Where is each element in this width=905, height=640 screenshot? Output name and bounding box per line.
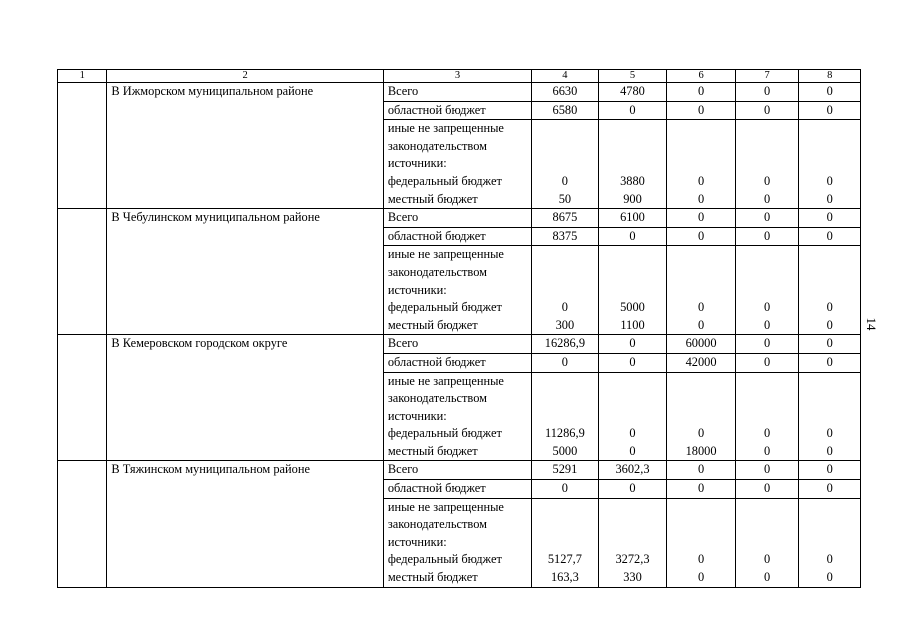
value-cell: 0 — [799, 101, 861, 120]
label-line: иные не запрещенные — [387, 247, 504, 262]
value-cell: 0 — [532, 353, 599, 372]
value-cell: 0 — [735, 83, 799, 102]
local-value: 0 — [764, 570, 771, 585]
column-number-row — [58, 70, 861, 83]
value-cell: 0 — [799, 335, 861, 354]
value-cell: 4780 — [598, 83, 667, 102]
local-value: 0 — [697, 570, 705, 585]
table-row — [58, 209, 861, 228]
local-value: 300 — [555, 317, 575, 332]
local-value: 0 — [697, 191, 705, 206]
value-cell: 5291 — [532, 461, 599, 480]
column-header: 3 — [383, 70, 531, 83]
value-cell — [667, 498, 736, 587]
value-cell: 0 — [598, 335, 667, 354]
value-cell: 0 — [799, 209, 861, 228]
label-line: источники: — [387, 408, 447, 423]
area-name-cell: В Тяжинском муниципальном районе — [107, 461, 383, 587]
budget-label-cell: Всего — [383, 335, 531, 354]
local-value: 1100 — [620, 317, 645, 332]
table-row — [58, 335, 861, 354]
value-cell: 0 — [799, 353, 861, 372]
value-cell: 8375 — [532, 227, 599, 246]
value-cell — [598, 372, 667, 461]
column-header: 4 — [532, 70, 599, 83]
value-cell — [735, 120, 799, 209]
budget-label-cell: областной бюджет — [383, 227, 531, 246]
budget-table — [57, 69, 861, 588]
label-line: источники: — [387, 282, 447, 297]
value-cell: 16286,9 — [532, 335, 599, 354]
value-cell: 0 — [532, 480, 599, 499]
federal-value: 0 — [826, 300, 833, 315]
value-cell: 0 — [735, 353, 799, 372]
value-cell — [735, 498, 799, 587]
value-cell: 0 — [667, 209, 736, 228]
row-index-cell — [58, 209, 107, 335]
row-index-cell — [58, 461, 107, 587]
federal-value: 0 — [764, 552, 771, 567]
label-line: местный бюджет — [387, 570, 478, 585]
federal-value: 5000 — [620, 300, 645, 315]
table-row — [58, 83, 861, 102]
local-value: 0 — [826, 317, 833, 332]
page-number: 14 — [864, 317, 879, 331]
local-value: 5000 — [552, 443, 578, 458]
federal-value: 0 — [697, 300, 705, 315]
table-row — [58, 461, 861, 480]
label-line: местный бюджет — [387, 317, 478, 332]
value-cell: 0 — [799, 480, 861, 499]
value-cell: 0 — [799, 227, 861, 246]
value-cell: 6630 — [532, 83, 599, 102]
label-line: местный бюджет — [387, 443, 478, 458]
federal-value: 0 — [697, 426, 705, 441]
value-cell: 0 — [667, 101, 736, 120]
local-value: 18000 — [685, 443, 717, 458]
federal-value: 0 — [764, 173, 771, 188]
value-cell: 0 — [735, 227, 799, 246]
federal-value: 5127,7 — [547, 552, 582, 567]
value-cell: 0 — [598, 101, 667, 120]
label-line: иные не запрещенные — [387, 121, 504, 136]
local-value: 330 — [623, 570, 642, 585]
column-header: 1 — [58, 70, 107, 83]
budget-label-cell: областной бюджет — [383, 353, 531, 372]
local-value: 163,3 — [550, 570, 579, 585]
value-cell: 0 — [735, 480, 799, 499]
other-sources-label-cell — [383, 498, 531, 587]
value-cell — [799, 372, 861, 461]
federal-value: 0 — [697, 552, 705, 567]
value-cell: 42000 — [667, 353, 736, 372]
federal-value: 11286,9 — [544, 426, 585, 441]
label-line: иные не запрещенные — [387, 499, 504, 514]
label-line: законодательством — [387, 264, 487, 279]
value-cell: 0 — [799, 461, 861, 480]
federal-value: 0 — [561, 300, 568, 315]
column-header: 6 — [667, 70, 736, 83]
federal-value: 3880 — [620, 173, 645, 188]
label-line: федеральный бюджет — [387, 552, 502, 567]
label-line: законодательством — [387, 517, 487, 532]
other-sources-label-cell — [383, 372, 531, 461]
value-cell: 0 — [598, 480, 667, 499]
federal-value: 0 — [764, 300, 771, 315]
budget-label-cell: Всего — [383, 83, 531, 102]
value-cell: 0 — [735, 461, 799, 480]
federal-value: 0 — [629, 426, 636, 441]
value-cell — [598, 498, 667, 587]
table-body — [58, 70, 861, 588]
value-cell: 0 — [598, 353, 667, 372]
label-line: иные не запрещенные — [387, 373, 504, 388]
local-value: 0 — [764, 443, 771, 458]
value-cell: 0 — [667, 461, 736, 480]
federal-value: 0 — [826, 552, 833, 567]
column-header: 5 — [598, 70, 667, 83]
federal-value: 0 — [561, 173, 568, 188]
value-cell: 0 — [735, 335, 799, 354]
value-cell — [799, 498, 861, 587]
local-value: 0 — [764, 191, 771, 206]
label-line: федеральный бюджет — [387, 426, 502, 441]
local-value: 0 — [826, 570, 833, 585]
value-cell — [532, 246, 599, 335]
federal-value: 0 — [697, 173, 705, 188]
value-cell: 0 — [667, 83, 736, 102]
area-name-cell: В Чебулинском муниципальном районе — [107, 209, 383, 335]
value-cell — [532, 498, 599, 587]
value-cell — [598, 246, 667, 335]
value-cell: 0 — [667, 480, 736, 499]
budget-label-cell: областной бюджет — [383, 101, 531, 120]
federal-value: 0 — [826, 426, 833, 441]
value-cell: 0 — [735, 101, 799, 120]
budget-label-cell: Всего — [383, 209, 531, 228]
local-value: 0 — [697, 317, 705, 332]
value-cell — [735, 372, 799, 461]
value-cell — [799, 246, 861, 335]
value-cell — [667, 246, 736, 335]
column-header: 8 — [799, 70, 861, 83]
other-sources-label-cell — [383, 120, 531, 209]
label-line: федеральный бюджет — [387, 173, 502, 188]
local-value: 0 — [826, 443, 833, 458]
label-line: законодательством — [387, 391, 487, 406]
federal-value: 3272,3 — [615, 552, 650, 567]
area-name-cell: В Ижморском муниципальном районе — [107, 83, 383, 209]
value-cell: 3602,3 — [598, 461, 667, 480]
label-line: федеральный бюджет — [387, 300, 502, 315]
value-cell — [799, 120, 861, 209]
value-cell: 6100 — [598, 209, 667, 228]
value-cell — [532, 372, 599, 461]
other-sources-label-cell — [383, 246, 531, 335]
value-cell — [735, 246, 799, 335]
value-cell: 0 — [735, 209, 799, 228]
budget-label-cell: областной бюджет — [383, 480, 531, 499]
value-cell: 6580 — [532, 101, 599, 120]
value-cell — [667, 372, 736, 461]
local-value: 900 — [623, 191, 642, 206]
label-line: источники: — [387, 534, 447, 549]
value-cell — [532, 120, 599, 209]
label-line: источники: — [387, 156, 447, 171]
federal-value: 0 — [826, 173, 833, 188]
value-cell: 0 — [598, 227, 667, 246]
value-cell: 60000 — [667, 335, 736, 354]
federal-value: 0 — [764, 426, 771, 441]
value-cell — [667, 120, 736, 209]
local-value: 0 — [629, 443, 636, 458]
value-cell: 0 — [667, 227, 736, 246]
column-header: 2 — [107, 70, 383, 83]
local-value: 50 — [558, 191, 572, 206]
local-value: 0 — [764, 317, 771, 332]
row-index-cell — [58, 83, 107, 209]
label-line: местный бюджет — [387, 191, 478, 206]
local-value: 0 — [826, 191, 833, 206]
row-index-cell — [58, 335, 107, 461]
budget-label-cell: Всего — [383, 461, 531, 480]
value-cell — [598, 120, 667, 209]
label-line: законодательством — [387, 138, 487, 153]
area-name-cell: В Кемеровском городском округе — [107, 335, 383, 461]
column-header: 7 — [735, 70, 799, 83]
value-cell: 8675 — [532, 209, 599, 228]
value-cell: 0 — [799, 83, 861, 102]
